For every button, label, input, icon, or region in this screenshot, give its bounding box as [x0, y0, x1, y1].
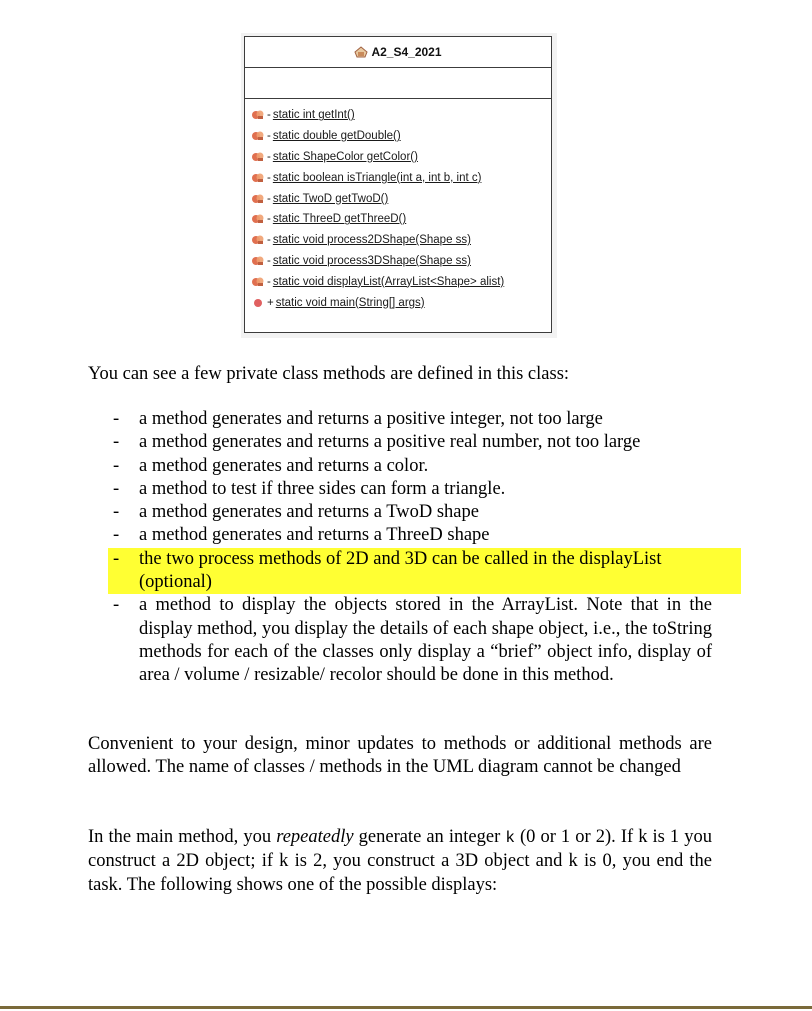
main-text-part3: (0 or 1 or 2). If k is 1 you construct a 2D object; if k is 2, you construct a 3D object and k is 0, you end the task. The following shows one of the possible displays: — [88, 827, 712, 895]
uml-visibility: - — [267, 171, 271, 184]
list-dash: - — [113, 502, 120, 523]
private-method-icon — [251, 276, 265, 288]
list-dash: - — [113, 595, 120, 616]
uml-class-header — [245, 37, 551, 68]
private-method-icon — [251, 109, 265, 121]
list-dash: - — [113, 478, 120, 499]
private-method-icon — [251, 234, 265, 246]
list-item-text: a method generates and returns a positive integer, not too large — [139, 409, 603, 429]
list-item — [88, 408, 718, 431]
class-icon — [354, 46, 368, 58]
uml-visibility: - — [267, 192, 271, 205]
uml-method-signature: static ShapeColor getColor() — [272, 150, 418, 163]
list-item — [88, 524, 718, 547]
list-dash: - — [113, 409, 120, 429]
list-dash: - — [113, 525, 120, 546]
uml-method-signature: static void process2DShape(Shape ss) — [272, 234, 471, 247]
page-bottom-rule — [0, 1006, 812, 1009]
uml-method-row — [251, 230, 551, 251]
private-method-icon — [251, 172, 265, 184]
list-item — [88, 501, 718, 524]
list-item — [88, 431, 718, 454]
uml-method-row — [251, 251, 551, 272]
uml-method-signature: static ThreeD getThreeD() — [272, 213, 407, 226]
uml-visibility: - — [267, 275, 271, 288]
list-item — [88, 455, 718, 478]
uml-method-signature: static boolean isTriangle(int a, int b, int c) — [272, 171, 482, 184]
list-item-text-optional: (optional) — [139, 572, 212, 593]
main-method-paragraph — [88, 826, 712, 897]
list-dash: - — [113, 432, 120, 453]
uml-class-name: A2_S4_2021 — [371, 45, 442, 59]
private-method-icon — [251, 193, 265, 205]
list-item-text: a method to test if three sides can form a triangle. — [139, 478, 506, 499]
main-text-code: k — [505, 829, 515, 847]
private-method-icon — [251, 255, 265, 267]
uml-fields-section — [245, 68, 551, 99]
uml-methods-section — [245, 99, 551, 313]
uml-method-row — [251, 271, 551, 292]
uml-visibility: - — [267, 213, 271, 226]
private-method-icon — [251, 213, 265, 225]
uml-diagram-frame — [241, 33, 557, 338]
uml-method-signature: static void displayList(ArrayList<Shape> alist) — [272, 275, 505, 288]
method-description-list — [88, 408, 718, 688]
list-item-text: a method generates and returns a color. — [139, 455, 429, 476]
uml-visibility: + — [267, 296, 274, 309]
uml-class-box — [244, 36, 552, 333]
list-dash: - — [113, 455, 120, 476]
list-item-text: a method to display the objects stored in the ArrayList. Note that in the display method, you display the details of each shape object, i.e., the toString methods for each of the classes only display a “brief” object info, display of area / volume / resizable/ recolor should be done in this method. — [139, 595, 712, 686]
uml-method-signature: static TwoD getTwoD() — [272, 192, 389, 205]
uml-method-signature: static int getInt() — [272, 109, 355, 122]
list-item-text: the two process methods of 2D and 3D can be called in the displayList — [139, 548, 662, 569]
private-method-icon — [251, 130, 265, 142]
uml-method-row — [251, 126, 551, 147]
list-item — [88, 594, 712, 687]
list-item-text: a method generates and returns a TwoD shape — [139, 502, 479, 523]
main-text-part2: generate an integer — [353, 827, 506, 847]
uml-visibility: - — [267, 254, 271, 267]
private-method-icon — [251, 151, 265, 163]
design-paragraph: Convenient to your design, minor updates to methods or additional methods are allowed. The name of classes / methods in the UML diagram cannot be changed — [88, 734, 712, 778]
intro-paragraph: You can see a few private class methods are defined in this class: — [88, 364, 570, 384]
uml-visibility: - — [267, 130, 271, 143]
uml-visibility: - — [267, 234, 271, 247]
list-dash: - — [113, 548, 120, 569]
main-text-part1: In the main method, you — [88, 827, 277, 847]
list-item-text: a method generates and returns a positive real number, not too large — [139, 432, 641, 453]
uml-visibility: - — [267, 109, 271, 122]
uml-method-row — [251, 105, 551, 126]
uml-method-signature: static void process3DShape(Shape ss) — [272, 254, 471, 267]
uml-method-row — [251, 147, 551, 168]
uml-method-row — [251, 209, 551, 230]
uml-method-row — [251, 167, 551, 188]
uml-method-signature: static void main(String[] args) — [275, 296, 425, 309]
uml-method-row — [251, 292, 551, 313]
uml-method-row — [251, 188, 551, 209]
uml-method-signature: static double getDouble() — [272, 130, 401, 143]
public-method-icon — [251, 297, 265, 309]
list-item-text: a method generates and returns a ThreeD shape — [139, 525, 490, 546]
highlighted-list-item — [108, 548, 741, 595]
list-item — [88, 478, 718, 501]
uml-visibility: - — [267, 150, 271, 163]
main-text-emphasis: repeatedly — [276, 827, 354, 847]
